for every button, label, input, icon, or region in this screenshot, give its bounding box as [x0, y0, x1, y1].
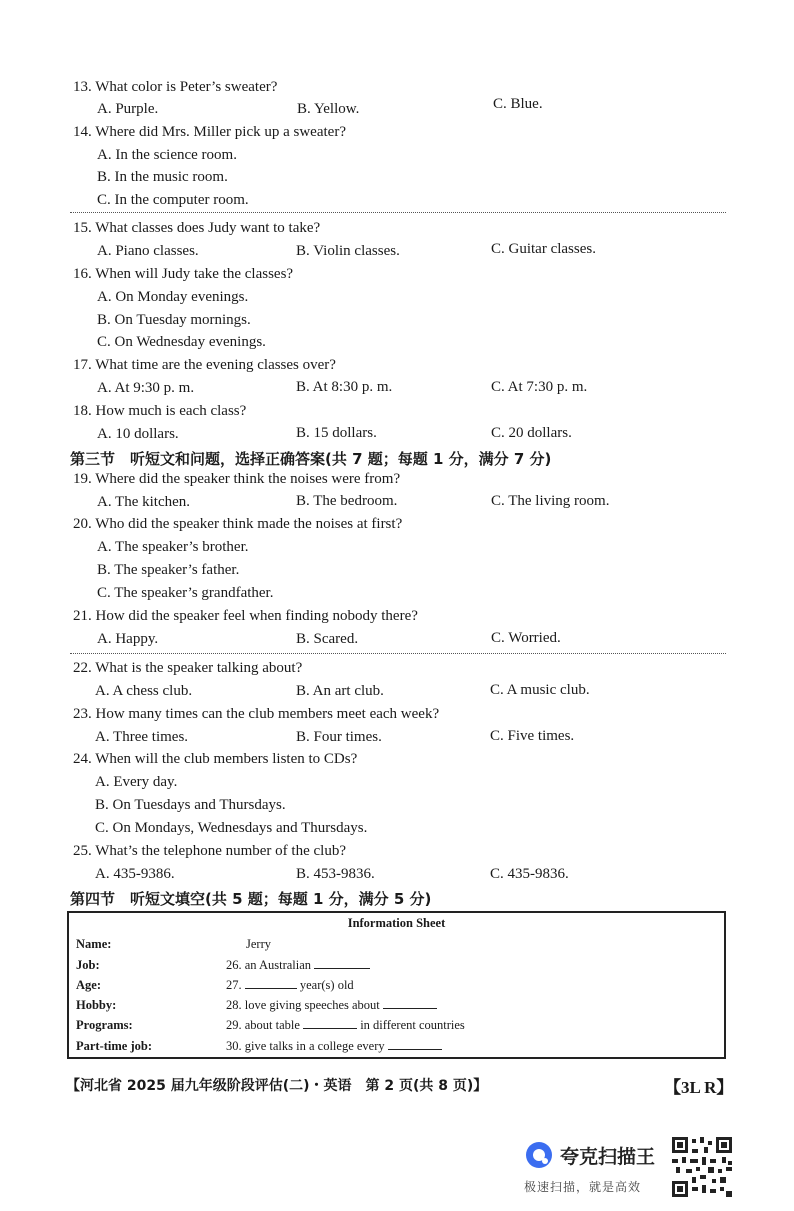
option-25a: A. 435-9386. [95, 866, 175, 882]
answer-blank-26[interactable] [314, 958, 370, 969]
option-20b: B. The speaker’s father. [97, 562, 240, 578]
section-4-heading: 第四节 听短文填空(共 5 题；每题 1 分，满分 5 分) [70, 890, 432, 908]
info-label-part-time-job: Part-time job: [76, 1039, 153, 1053]
option-23c: C. Five times. [490, 728, 575, 744]
option-14b: B. In the music room. [97, 169, 228, 185]
option-17a: A. At 9:30 p. m. [97, 380, 195, 396]
option-13a: A. Purple. [97, 101, 159, 117]
info-value-part-time-job [226, 1039, 442, 1054]
option-18b: B. 15 dollars. [296, 425, 377, 441]
info-value-job [226, 958, 370, 973]
question-25: 25. What’s the telephone number of the club? [73, 843, 346, 859]
option-14a: A. In the science room. [97, 147, 237, 163]
option-25c: C. 435-9836. [490, 866, 569, 882]
info-part-time-text: 30. give talks in a college every [226, 1039, 385, 1053]
option-18a: A. 10 dollars. [97, 426, 179, 442]
qr-code-icon [670, 1135, 734, 1199]
option-24c: C. On Mondays, Wednesdays and Thursdays. [95, 820, 368, 836]
option-15b: B. Violin classes. [296, 243, 400, 259]
info-value-age [226, 978, 354, 993]
info-programs-text: 29. about table [226, 1018, 300, 1032]
option-25b: B. 453-9836. [296, 866, 375, 882]
question-21: 21. How did the speaker feel when finding nobody there? [73, 608, 418, 624]
option-17b: B. At 8:30 p. m. [296, 379, 393, 395]
question-16: 16. When will Judy take the classes? [73, 266, 294, 282]
info-label-age: Age: [76, 978, 101, 992]
option-21a: A. Happy. [97, 631, 159, 647]
info-label-name: Name: [76, 937, 112, 951]
question-24: 24. When will the club members listen to CDs? [73, 751, 358, 767]
scanner-brand: 夸克扫描王 [560, 1146, 656, 1168]
option-23a: A. Three times. [95, 729, 189, 745]
question-20: 20. Who did the speaker think made the noises at first? [73, 516, 403, 532]
option-19c: C. The living room. [491, 493, 610, 509]
dotted-divider [70, 653, 726, 654]
option-21b: B. Scared. [296, 631, 359, 647]
info-value-hobby [226, 998, 437, 1013]
scanner-slogan: 极速扫描，就是高效 [524, 1180, 642, 1194]
option-20a: A. The speaker’s brother. [97, 539, 249, 555]
information-sheet [67, 911, 726, 1059]
question-17: 17. What time are the evening classes over? [73, 357, 336, 373]
question-15: 15. What classes does Judy want to take? [73, 220, 321, 236]
option-22b: B. An art club. [296, 683, 384, 699]
page-footer: 【河北省 2025 届九年级阶段评估(二)・英语 第 2 页(共 8 页)】 [66, 1078, 488, 1094]
answer-blank-30[interactable] [388, 1039, 442, 1050]
info-programs-suffix: in different countries [360, 1018, 465, 1032]
option-24b: B. On Tuesdays and Thursdays. [95, 797, 286, 813]
answer-blank-27[interactable] [245, 978, 297, 989]
option-16c: C. On Wednesday evenings. [97, 334, 266, 350]
option-21c: C. Worried. [491, 630, 561, 646]
answer-blank-28[interactable] [383, 998, 437, 1009]
dotted-divider [70, 212, 726, 213]
question-18: 18. How much is each class? [73, 403, 247, 419]
option-20c: C. The speaker’s grandfather. [97, 585, 274, 601]
option-16a: A. On Monday evenings. [97, 289, 249, 305]
option-14c: C. In the computer room. [97, 192, 249, 208]
option-15a: A. Piano classes. [97, 243, 199, 259]
option-16b: B. On Tuesday mornings. [97, 312, 251, 328]
question-19: 19. Where did the speaker think the noises were from? [73, 471, 401, 487]
option-24a: A. Every day. [95, 774, 178, 790]
info-label-programs: Programs: [76, 1018, 133, 1032]
option-13c: C. Blue. [493, 96, 543, 112]
option-22a: A. A chess club. [95, 683, 193, 699]
question-22: 22. What is the speaker talking about? [73, 660, 303, 676]
info-age-text: 27. [226, 978, 242, 992]
info-job-text: 26. an Australian [226, 958, 312, 972]
option-19b: B. The bedroom. [296, 493, 398, 509]
info-value-programs [226, 1018, 465, 1033]
option-17c: C. At 7:30 p. m. [491, 379, 588, 395]
question-23: 23. How many times can the club members meet each week? [73, 706, 440, 722]
info-value-name: Jerry [246, 937, 271, 951]
option-23b: B. Four times. [296, 729, 382, 745]
information-sheet-title: Information Sheet [347, 916, 446, 930]
question-13: 13. What color is Peter’s sweater? [73, 79, 278, 95]
option-18c: C. 20 dollars. [491, 425, 572, 441]
option-13b: B. Yellow. [297, 101, 360, 117]
answer-blank-29[interactable] [303, 1018, 357, 1029]
paper-code: 【3L R】 [664, 1078, 734, 1097]
option-19a: A. The kitchen. [97, 494, 191, 510]
info-label-job: Job: [76, 958, 100, 972]
info-age-suffix: year(s) old [299, 978, 354, 992]
option-15c: C. Guitar classes. [491, 241, 596, 257]
option-22c: C. A music club. [490, 682, 590, 698]
scanner-logo-icon [524, 1140, 554, 1170]
question-14: 14. Where did Mrs. Miller pick up a sweater? [73, 124, 346, 140]
info-hobby-text: 28. love giving speeches about [226, 998, 380, 1012]
info-label-hobby: Hobby: [76, 998, 117, 1012]
section-3-heading: 第三节 听短文和问题，选择正确答案(共 7 题；每题 1 分，满分 7 分) [70, 450, 552, 468]
